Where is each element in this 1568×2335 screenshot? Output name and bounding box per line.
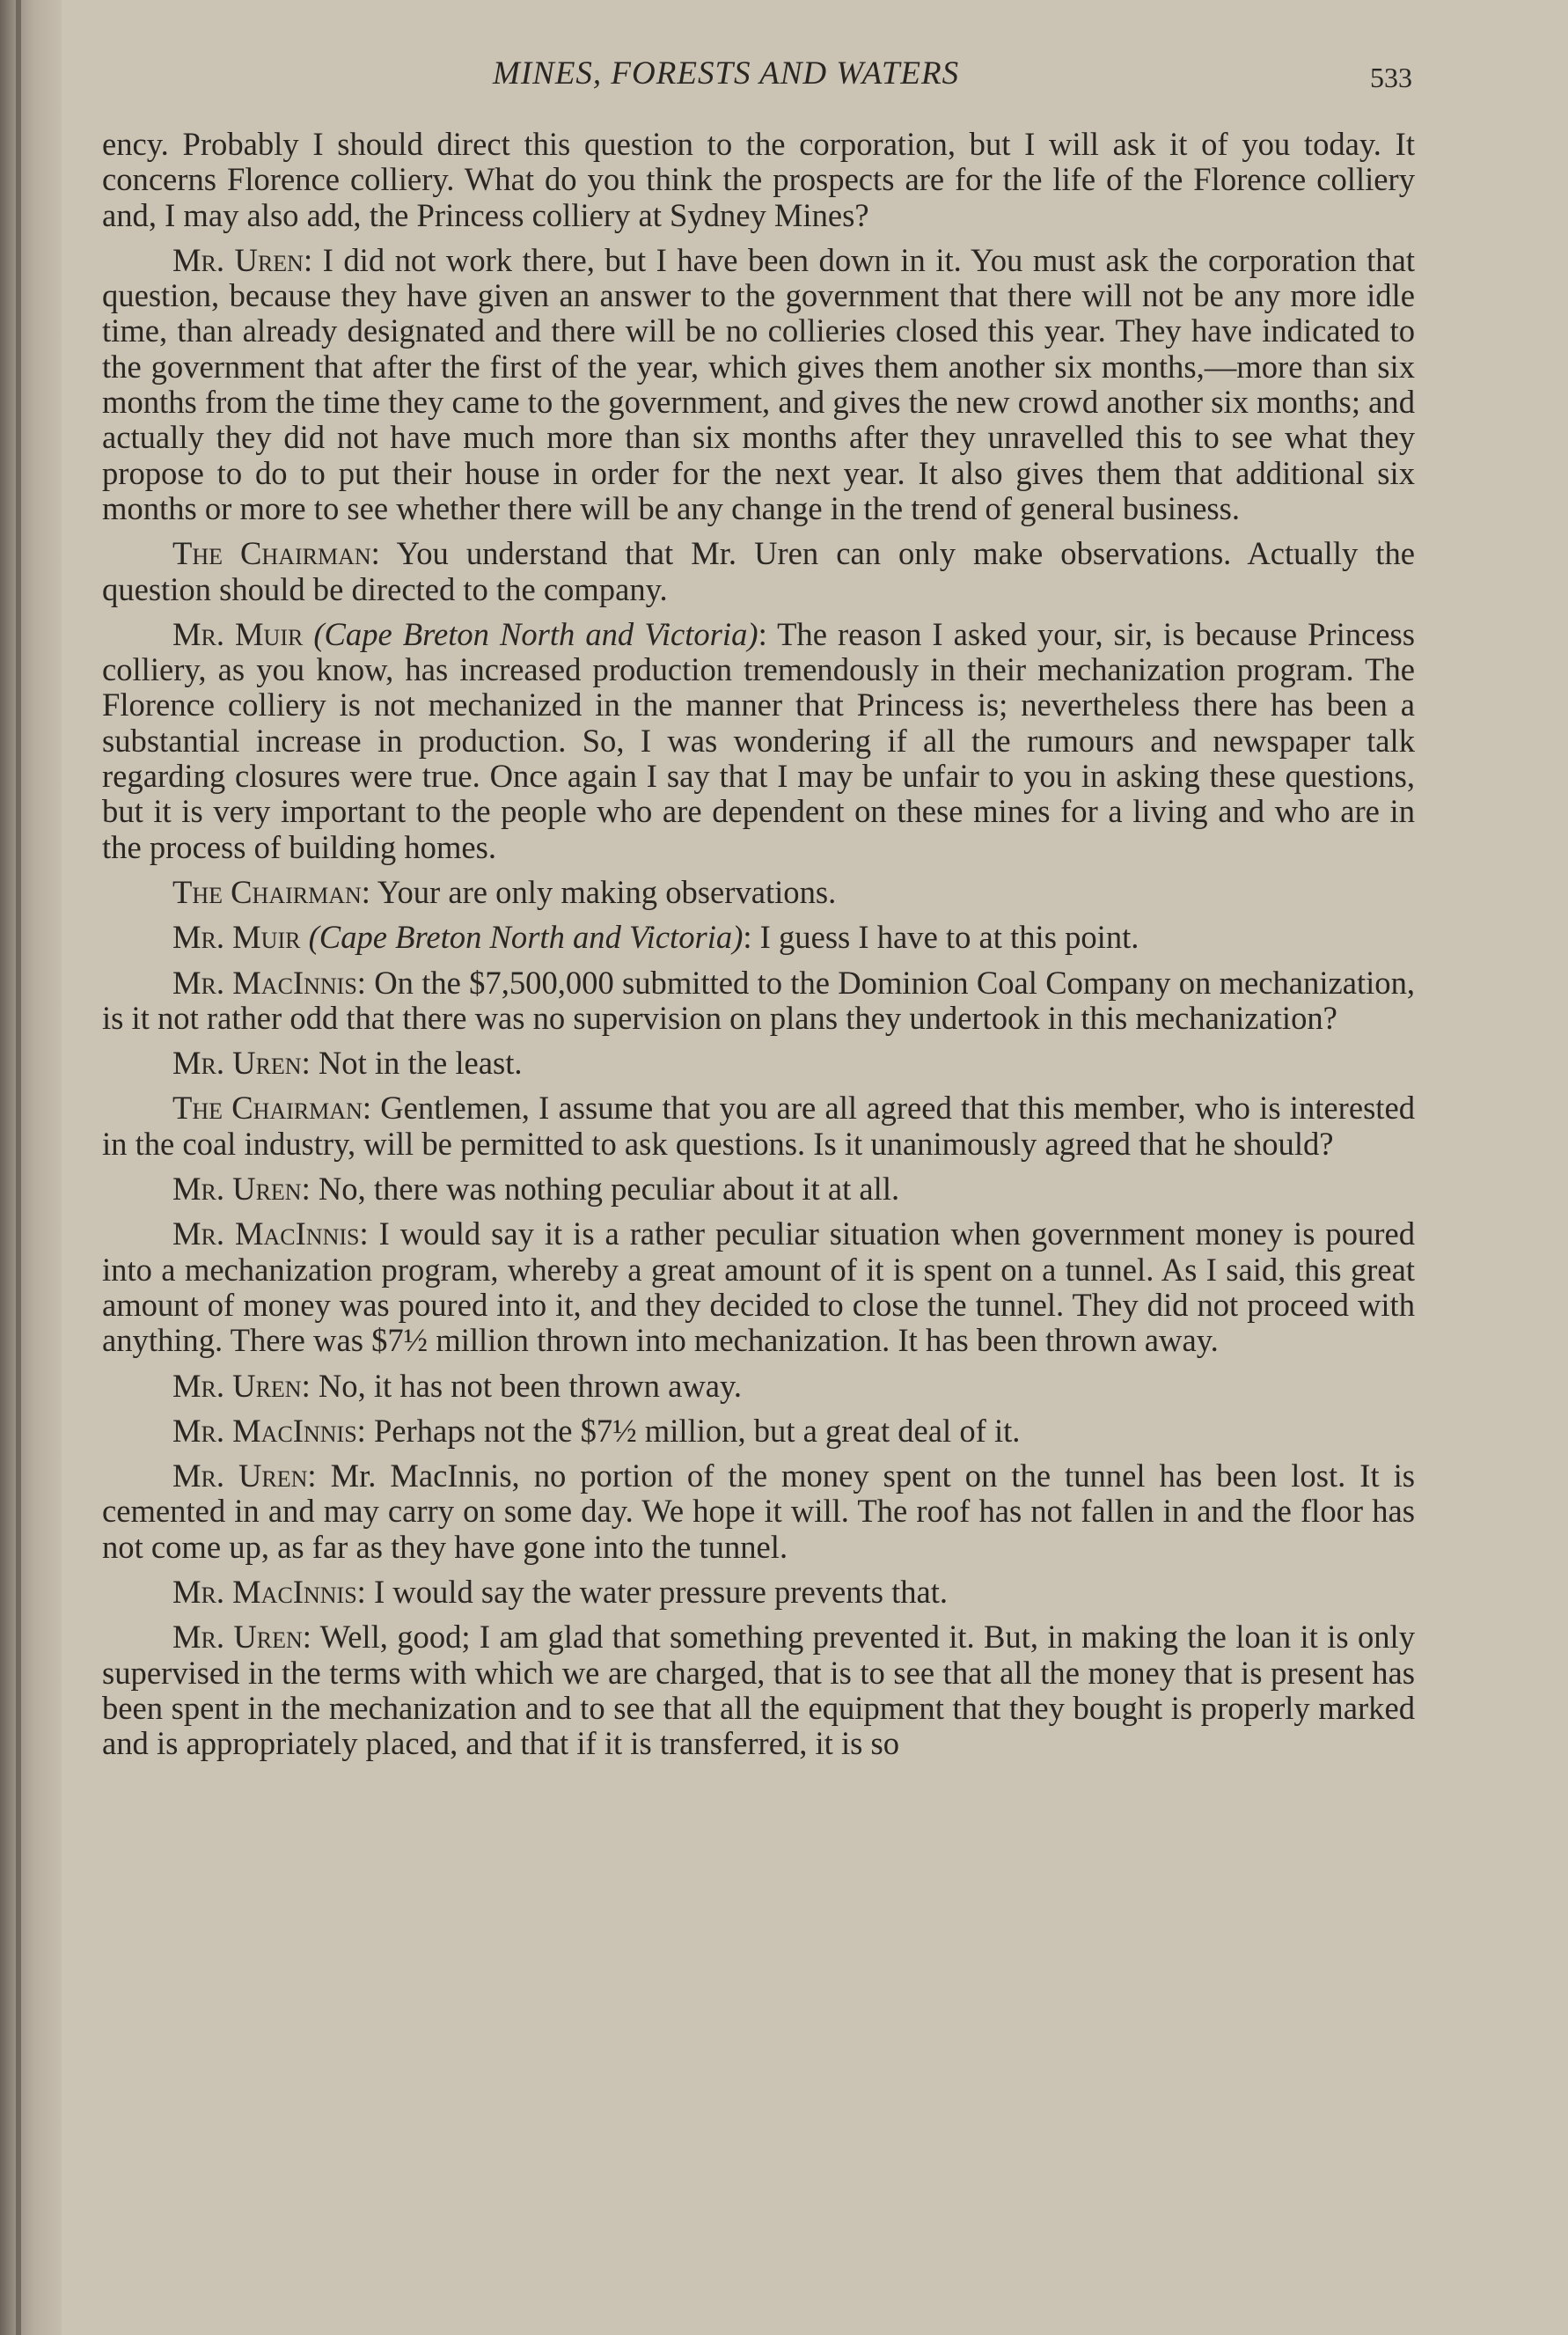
paragraph-text: : You understand that Mr. Uren can only make observations. Actually the question should be directed to the company. (102, 535, 1415, 607)
speaker-name: Mr. Muir (172, 919, 301, 956)
speaker-riding: (Cape Breton North and Victoria) (313, 615, 758, 652)
speaker-name: Mr. Uren (172, 1045, 302, 1082)
paragraph (102, 1216, 1415, 1358)
paragraph-text: : The reason I asked your, sir, is because Princess colliery, as you know, has increased production tremendously in their mechanization program. The Florence colliery is not mechanized in the manner that Princess is; nevertheless there has been a substantial increase in production. So, I was wondering if all the rumours and newspaper talk regarding closures were true. Once again I say that I may be unfair to you in asking these questions, but it is very important to the people who are dependent on these mines for a living and who are in the process of building homes. (102, 615, 1415, 865)
paragraph-text: : No, there was nothing peculiar about it at all. (301, 1171, 900, 1208)
speaker-name: Mr. MacInnis (172, 1215, 360, 1252)
body-text (102, 127, 1415, 1771)
binding-shadow-line (16, 0, 21, 2335)
paragraph-text: : Perhaps not the $7½ million, but a great deal of it. (356, 1412, 1021, 1449)
paragraph (102, 1619, 1415, 1761)
paragraph (102, 1171, 1415, 1207)
speaker-name: The Chairman (172, 1090, 363, 1127)
paragraph-text: : I guess I have to at this point. (743, 919, 1139, 956)
speaker-name: Mr. Muir (172, 615, 304, 652)
paragraph (102, 617, 1415, 865)
paragraph (102, 1413, 1415, 1449)
paragraph-text: : No, it has not been thrown away. (301, 1367, 743, 1404)
paragraph (102, 1369, 1415, 1404)
running-head-title: MINES, FORESTS AND WATERS (493, 55, 960, 92)
paragraph-text: : I did not work there, but I have been down in it. You must ask the corporation that question, because they have given an answer to the government that there will not be any more idle time, than already designated and there will be no collieries closed this year. They have indicated to the government that after the first of the year, which gives them another six months,—more than six months from the time they came to the government, and gives the new crowd another six months; and actually they did not have much more than six months after they unravelled this to see what they propose to do to put their house in order for the next year. It also gives them that additional six months or more to see whether there will be any change in the trend of general business. (102, 241, 1415, 526)
book-binding-gutter (0, 0, 62, 2335)
paragraph (102, 1458, 1415, 1565)
paragraph (102, 243, 1415, 526)
speaker-name: Mr. MacInnis (172, 1412, 357, 1449)
speaker-name: Mr. MacInnis (172, 964, 357, 1001)
paragraph (102, 1575, 1415, 1610)
paragraph (102, 875, 1415, 910)
speaker-name: Mr. Uren (172, 1458, 308, 1494)
page-number: 533 (1370, 62, 1412, 93)
paragraph (102, 920, 1415, 955)
speaker-name: Mr. Uren (172, 1619, 303, 1656)
book-page (62, 0, 1568, 2335)
speaker-name: Mr. Uren (172, 1367, 302, 1404)
paragraph-text: ency. Probably I should direct this question to the corporation, but I will ask it of you today. It concerns Florence colliery. What do you think the prospects are for the life of the Florence colliery and, I may also add, the Princess colliery at Sydney Mines? (102, 126, 1415, 233)
paragraph-text: : On the $7,500,000 submitted to the Dominion Coal Company on mechanization, is it not rather odd that there was no supervision on plans they undertook in this mechanization? (102, 964, 1415, 1036)
speaker-name: Mr. MacInnis (172, 1573, 357, 1610)
speaker-name: Mr. Uren (172, 1171, 302, 1208)
paragraph (102, 536, 1415, 607)
running-head (62, 55, 1568, 107)
paragraph (102, 127, 1415, 233)
paragraph-text: : Well, good; I am glad that something prevented it. But, in making the loan it is only supervised in the terms with which we are charged, that is to see that all the money that is present has been spent in the mechanization and to see that all the equipment that they bought is properly marked and is appropriately placed, and that if it is transferred, it is so (102, 1619, 1415, 1762)
speaker-name: Mr. Uren (172, 241, 304, 278)
speaker-name: The Chairman (172, 873, 362, 910)
speaker-name: The Chairman (172, 535, 371, 572)
speaker-riding: (Cape Breton North and Victoria) (308, 919, 744, 956)
paragraph-text: : Mr. MacInnis, no portion of the money spent on the tunnel has been lost. It is cemented in and may carry on some day. We hope it will. The roof has not fallen in and the floor has not come up, as far as they have gone into the tunnel. (102, 1458, 1415, 1565)
paragraph (102, 966, 1415, 1037)
paragraph-text: : Not in the least. (301, 1045, 523, 1082)
paragraph-text: : I would say the water pressure prevents that. (356, 1573, 949, 1610)
paragraph-text: : I would say it is a rather peculiar situation when government money is poured into a mechanization program, whereby a great amount of it is spent on a tunnel. As I said, this great amount of money was poured into it, and they decided to close the tunnel. They did not proceed with anything. There was $7½ million thrown into mechanization. It has been thrown away. (102, 1215, 1415, 1359)
paragraph (102, 1090, 1415, 1162)
paragraph-text: : Your are only making observations. (361, 873, 837, 910)
paragraph (102, 1046, 1415, 1081)
paragraph-text: : Gentlemen, I assume that you are all agreed that this member, who is interested in the coal industry, will be permitted to ask questions. Is it unanimously agreed that he should? (102, 1090, 1415, 1162)
